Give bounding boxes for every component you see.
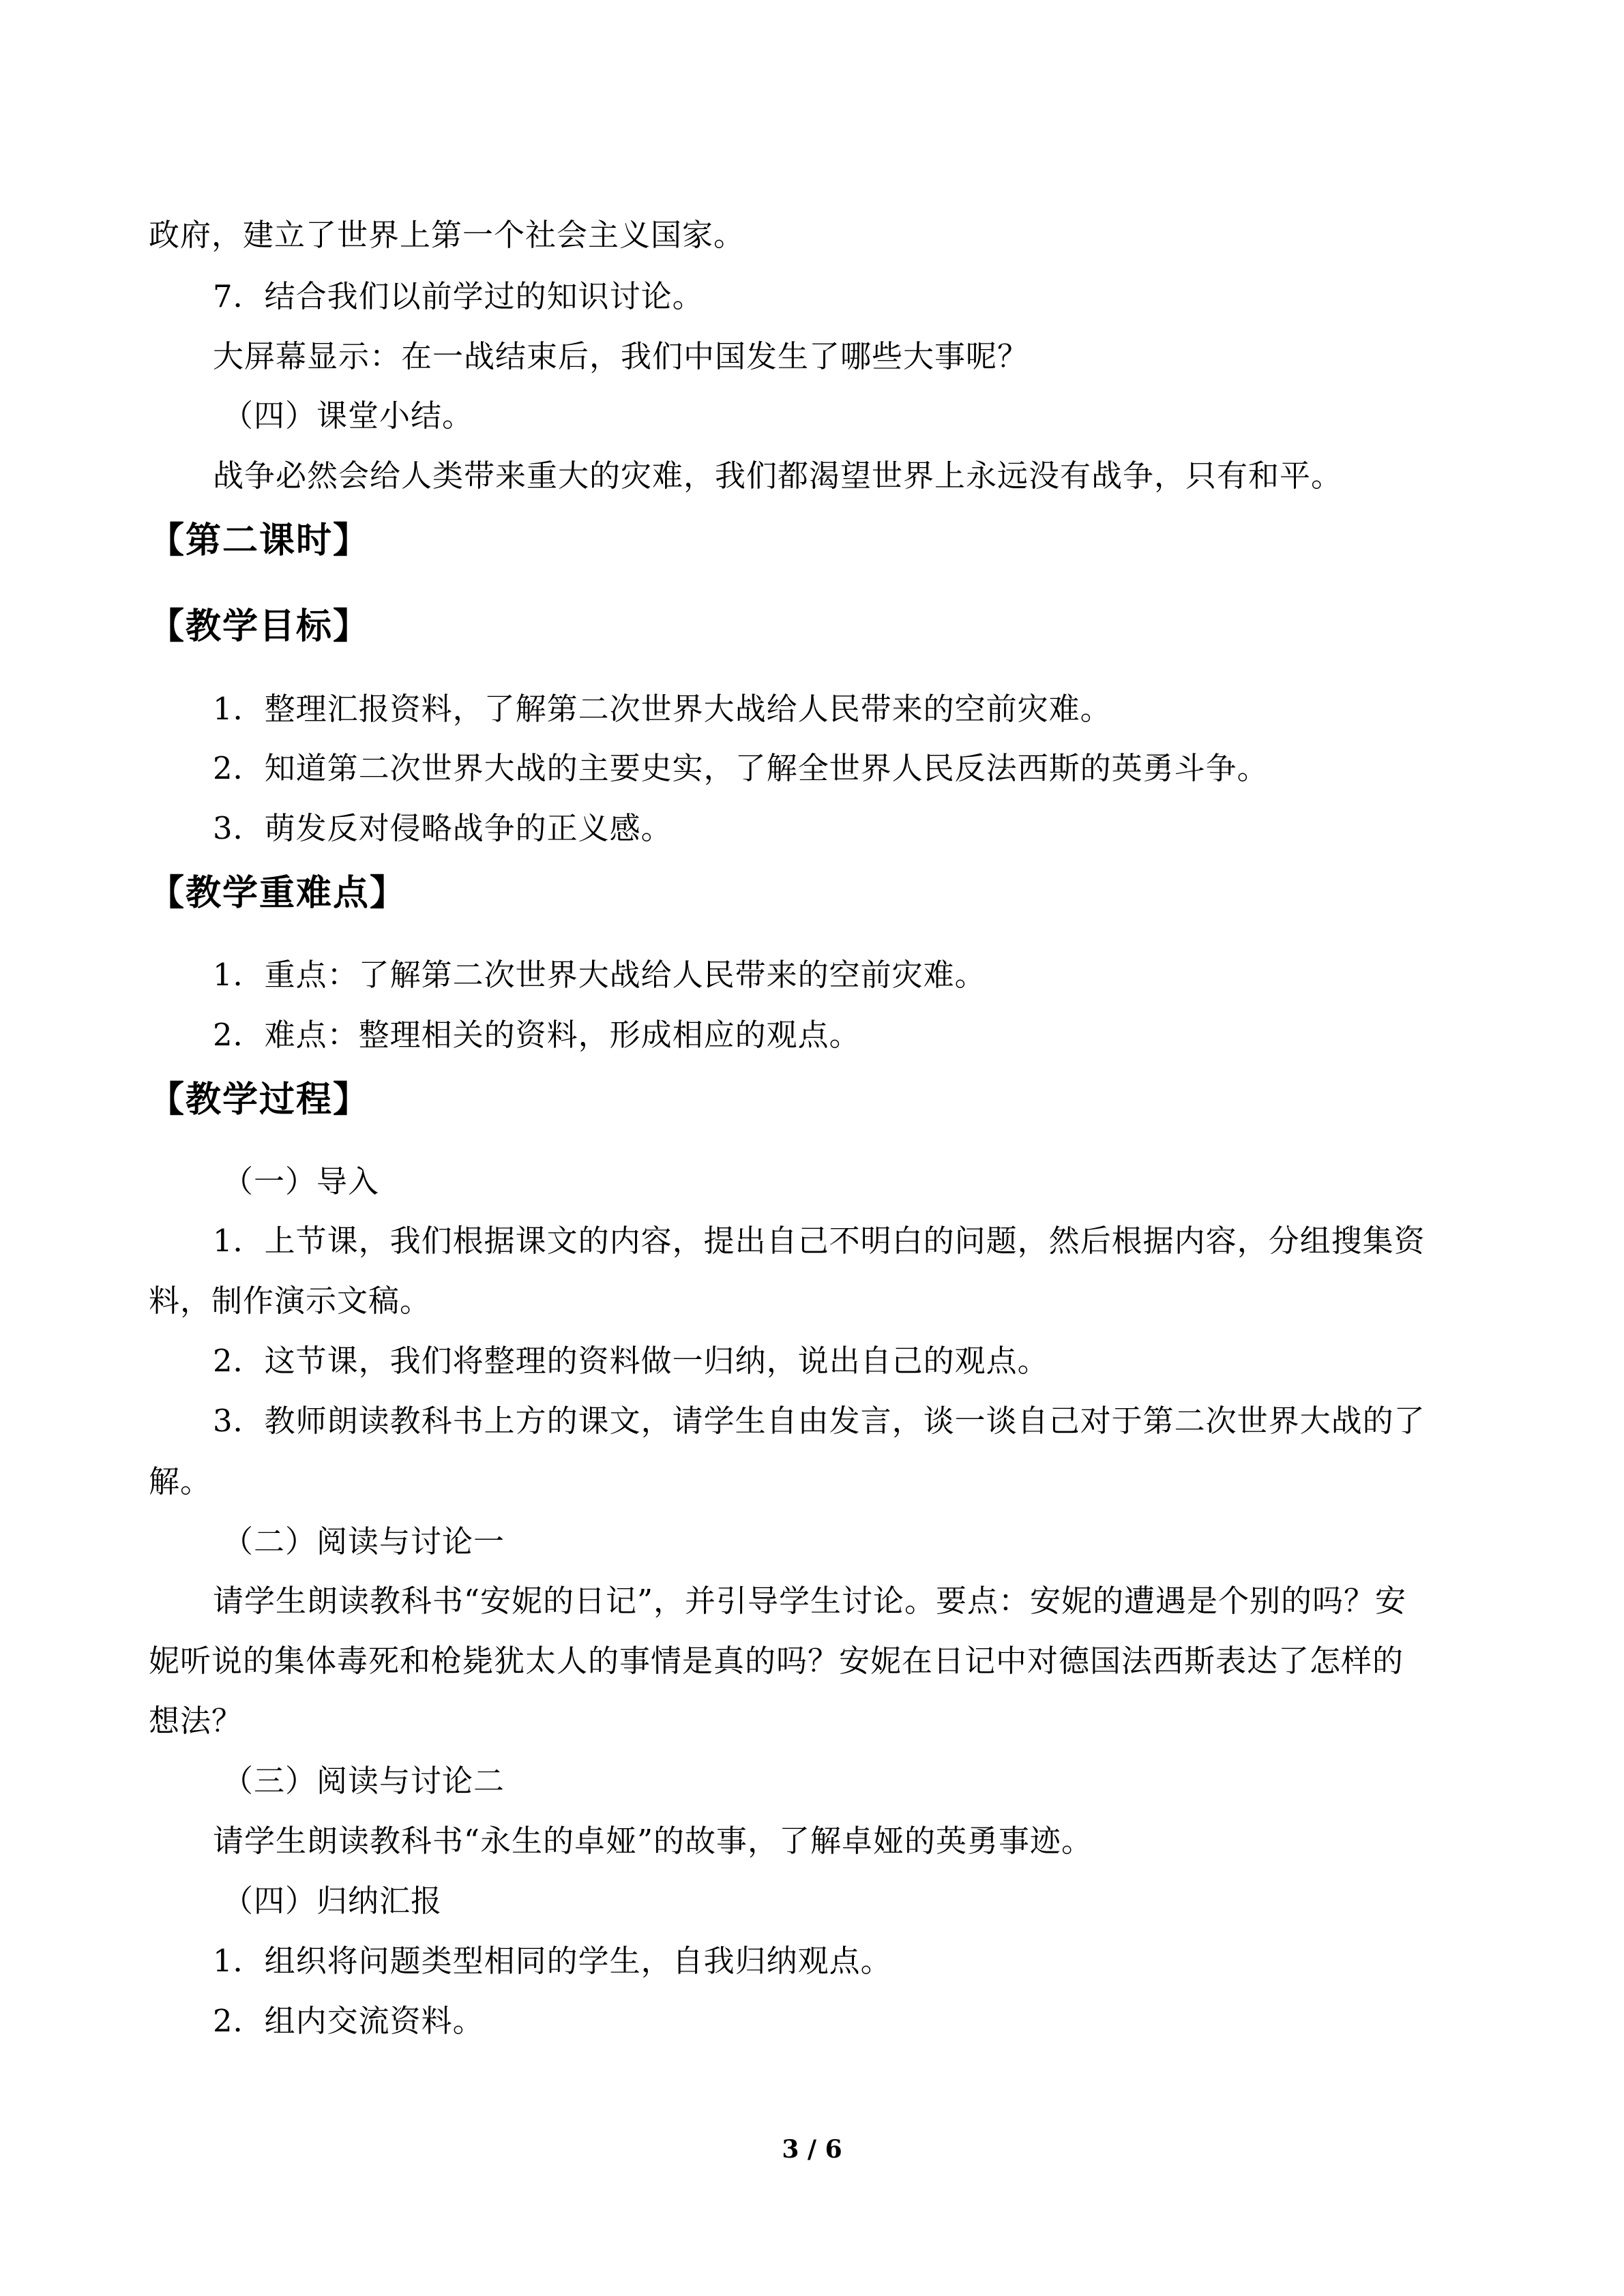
paragraph-line: 大屏幕显示：在一战结束后，我们中国发生了哪些大事呢？ bbox=[213, 338, 1029, 374]
paragraph-line: 3．教师朗读教科书上方的课文，请学生自由发言，谈一谈自己对于第二次世界大战的了 bbox=[213, 1403, 1426, 1439]
list-item: 3．萌发反对侵略战争的正义感。 bbox=[213, 810, 673, 846]
list-item: 1．整理汇报资料，了解第二次世界大战给人民带来的空前灾难。 bbox=[213, 691, 1112, 727]
paragraph-line: 请学生朗读教科书“永生的卓娅”的故事，了解卓娅的英勇事迹。 bbox=[213, 1823, 1093, 1859]
section-heading: 【教学目标】 bbox=[149, 606, 370, 647]
list-item: 1．重点：了解第二次世界大战给人民带来的空前灾难。 bbox=[213, 957, 986, 993]
list-item: 2．知道第二次世界大战的主要史实，了解全世界人民反法西斯的英勇斗争。 bbox=[213, 750, 1269, 786]
paragraph-line: 7．结合我们以前学过的知识讨论。 bbox=[213, 278, 704, 314]
paragraph-line: 2．这节课，我们将整理的资料做一归纳，说出自己的观点。 bbox=[213, 1343, 1049, 1379]
section-heading: 【第二课时】 bbox=[149, 520, 370, 561]
section-heading: 【教学重难点】 bbox=[149, 873, 407, 914]
paragraph-line: 料，制作演示文稿。 bbox=[149, 1283, 432, 1319]
list-item: 1．组织将问题类型相同的学生，自我归纳观点。 bbox=[213, 1943, 892, 1979]
page-number: 3 / 6 bbox=[782, 2135, 842, 2164]
subsection-label: （一）导入 bbox=[222, 1163, 380, 1199]
section-heading: 【教学过程】 bbox=[149, 1079, 370, 1120]
paragraph-line: 政府，建立了世界上第一个社会主义国家。 bbox=[149, 217, 745, 253]
paragraph-line: （四）课堂小结。 bbox=[222, 398, 474, 434]
paragraph-line: 想法？ bbox=[149, 1703, 243, 1739]
list-item: 2．难点：整理相关的资料，形成相应的观点。 bbox=[213, 1017, 861, 1053]
subsection-label: （三）阅读与讨论二 bbox=[222, 1763, 505, 1799]
subsection-label: （二）阅读与讨论一 bbox=[222, 1523, 505, 1560]
paragraph-line: 战争必然会给人类带来重大的灾难，我们都渴望世界上永远没有战争，只有和平。 bbox=[213, 458, 1343, 494]
paragraph-line: 妮听说的集体毒死和枪毙犹太人的事情是真的吗？安妮在日记中对德国法西斯表达了怎样的 bbox=[149, 1643, 1404, 1679]
paragraph-line: 1．上节课，我们根据课文的内容，提出自己不明白的问题，然后根据内容，分组搜集资 bbox=[213, 1223, 1426, 1259]
list-item: 2．组内交流资料。 bbox=[213, 2003, 484, 2039]
subsection-label: （四）归纳汇报 bbox=[222, 1883, 443, 1919]
paragraph-line: 请学生朗读教科书“安妮的日记”，并引导学生讨论。要点：安妮的遭遇是个别的吗？安 bbox=[213, 1583, 1407, 1619]
paragraph-line: 解。 bbox=[149, 1463, 212, 1500]
